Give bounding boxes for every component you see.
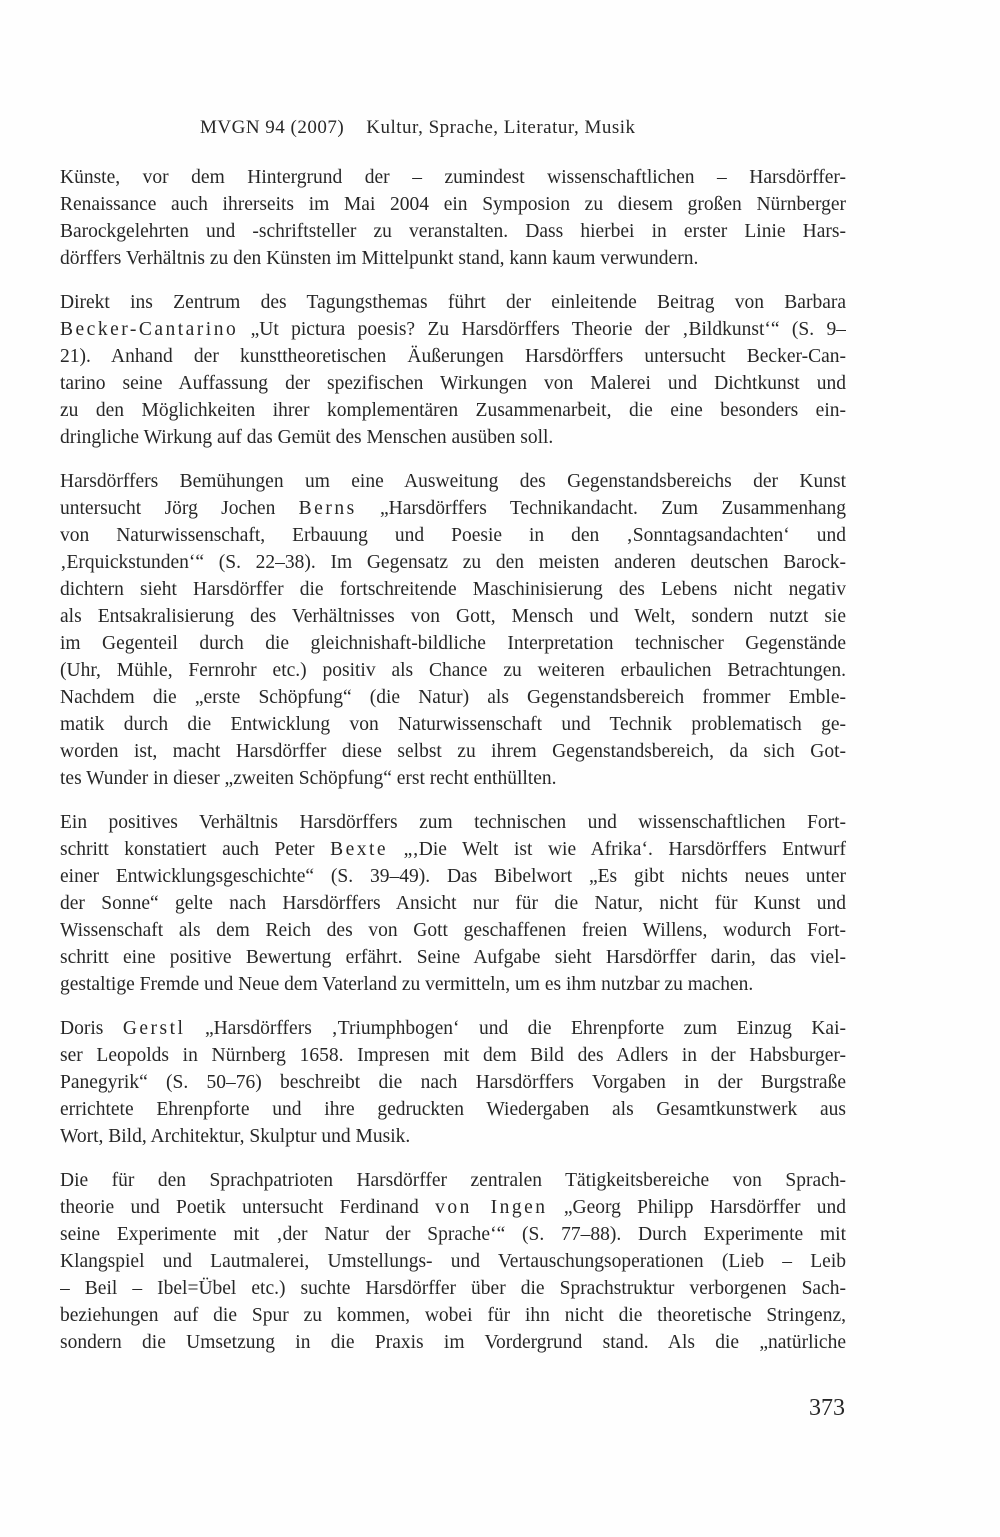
text-run: Klangspiel und Lautmalerei, Umstellungs- und Vertauschungsoperationen (Lieb – Leib <box>60 1251 846 1272</box>
text-line <box>60 424 846 451</box>
text-run: theorie und Poetik untersucht Ferdinand <box>60 1197 436 1218</box>
text-run: „Harsdörffers ‚Triumphbogen‘ und die Ehrenpforte zum Einzug Kai- <box>185 1018 846 1039</box>
text-run: untersucht Jörg Jochen <box>60 498 299 519</box>
text-run: dichtern sieht Harsdörffer die fortschreitende Maschinisierung des Lebens nicht negativ <box>60 579 846 600</box>
text-line <box>60 1329 846 1356</box>
text-run: Renaissance auch ihrerseits im Mai 2004 ein Symposion zu diesem großen Nürnberger <box>60 194 846 215</box>
text-line <box>60 576 846 603</box>
text-line <box>60 316 846 343</box>
text-run: ‚Erquickstunden‘“ (S. 22–38). Im Gegensatz zu den meisten anderen deutschen Barock- <box>60 552 846 573</box>
text-line <box>60 738 846 765</box>
text-run: matik durch die Entwicklung von Naturwissenschaft und Technik problematisch ge- <box>60 714 846 735</box>
text-run: worden ist, macht Harsdörffer diese selbst zu ihrem Gegenstandsbereich, da sich Got- <box>60 741 846 762</box>
text-run: Wissenschaft als dem Reich des von Gott geschaffenen freien Willens, wodurch Fort- <box>60 920 846 941</box>
text-line <box>60 1167 846 1194</box>
text-line <box>60 1042 846 1069</box>
paragraph <box>60 1015 846 1150</box>
text-line <box>60 1069 846 1096</box>
text-run: Barockgelehrten und -schriftsteller zu veranstalten. Dass hierbei in erster Linie Hars- <box>60 221 846 242</box>
text-line <box>60 917 846 944</box>
text-run: tes Wunder in dieser „zweiten Schöpfung“ erst recht enthüllten. <box>60 768 557 789</box>
text-line <box>60 1248 846 1275</box>
text-line <box>60 657 846 684</box>
text-run: Direkt ins Zentrum des Tagungsthemas führt der einleitende Beitrag von Barbara <box>60 292 846 313</box>
text-run: errichtete Ehrenpforte und ihre gedruckten Wiedergaben als Gesamtkunstwerk aus <box>60 1099 846 1120</box>
text-run: „Ut pictura poesis? Zu Harsdörffers Theorie der ‚Bildkunst‘“ (S. 9– <box>238 319 846 340</box>
text-run: „Harsdörffers Technikandacht. Zum Zusammenhang <box>356 498 846 519</box>
text-run: gestaltige Fremde und Neue dem Vaterland zu vermitteln, um es ihm nutzbar zu machen. <box>60 974 754 995</box>
text-line <box>60 289 846 316</box>
text-run: 21). Anhand der kunsttheoretischen Äußerungen Harsdörffers untersucht Becker-Can- <box>60 346 846 367</box>
text-line <box>60 711 846 738</box>
author-name: Becker-Cantarino <box>60 319 239 340</box>
text-line <box>60 1123 846 1150</box>
text-line <box>60 809 846 836</box>
text-line <box>60 164 846 191</box>
text-line <box>60 1015 846 1042</box>
text-line <box>60 370 846 397</box>
paragraph <box>60 809 846 998</box>
paragraph <box>60 1167 846 1356</box>
text-line <box>60 863 846 890</box>
text-run: im Gegenteil durch die gleichnishaft-bildliche Interpretation technischer Gegenstände <box>60 633 846 654</box>
text-run: tarino seine Auffassung der spezifischen Wirkungen von Malerei und Dichtkunst und <box>60 373 846 394</box>
text-run: schritt eine positive Bewertung erfährt. Seine Aufgabe sieht Harsdörffer darin, das viel- <box>60 947 846 968</box>
text-run: Panegyrik“ (S. 50–76) beschreibt die nach Harsdörffers Vorgaben in der Burgstraße <box>60 1072 846 1093</box>
author-name: Bexte <box>330 839 389 860</box>
page-number: 373 <box>809 1395 845 1421</box>
text-line <box>60 191 846 218</box>
text-run: Die für den Sprachpatrioten Harsdörffer zentralen Tätigkeitsbereiche von Sprach- <box>60 1170 846 1191</box>
text-run: Doris <box>60 1018 123 1039</box>
text-line <box>60 1221 846 1248</box>
text-line <box>60 549 846 576</box>
text-run: schritt konstatiert auch Peter <box>60 839 331 860</box>
text-line <box>60 1302 846 1329</box>
text-line <box>60 944 846 971</box>
text-run: Nachdem die „erste Schöpfung“ (die Natur) als Gegenstandsbereich frommer Emble- <box>60 687 846 708</box>
journal-reference: MVGN 94 (2007) <box>200 117 345 138</box>
text-run: beziehungen auf die Spur zu kommen, wobei für ihn nicht die theoretische Stringenz, <box>60 1305 846 1326</box>
text-run: zu den Möglichkeiten ihrer komplementären Zusammenarbeit, die eine besonders ein- <box>60 400 846 421</box>
text-run: (Uhr, Mühle, Fernrohr etc.) positiv als Chance zu weiteren erbaulichen Betrachtungen. <box>60 660 846 681</box>
text-line <box>60 890 846 917</box>
text-run: – Beil – Ibel=Übel etc.) suchte Harsdörffer über die Sprachstruktur verborgenen Sach- <box>60 1278 846 1299</box>
author-name: von Ingen <box>435 1197 548 1218</box>
text-run: der Sonne“ gelte nach Harsdörffers Ansicht nur für die Natur, nicht für Kunst und <box>60 893 846 914</box>
text-run: dörffers Verhältnis zu den Künsten im Mittelpunkt stand, kann kaum verwundern. <box>60 248 699 269</box>
text-run: einer Entwicklungsgeschichte“ (S. 39–49). Das Bibelwort „Es gibt nichts neues unter <box>60 866 846 887</box>
text-run: dringliche Wirkung auf das Gemüt des Menschen ausüben soll. <box>60 427 554 448</box>
text-run: Harsdörffers Bemühungen um eine Ausweitung des Gegenstandsbereichs der Kunst <box>60 471 846 492</box>
text-line <box>60 218 846 245</box>
text-line <box>60 971 846 998</box>
text-run: als Entsakralisierung des Verhältnisses von Gott, Mensch und Welt, sondern nutzt sie <box>60 606 846 627</box>
author-name: Berns <box>298 498 357 519</box>
text-line <box>60 1275 846 1302</box>
text-line <box>60 343 846 370</box>
text-line <box>60 603 846 630</box>
text-run: „Georg Philipp Harsdörffer und <box>547 1197 846 1218</box>
author-name: Gerstl <box>122 1018 186 1039</box>
text-line <box>60 684 846 711</box>
text-run: Wort, Bild, Architektur, Skulptur und Musik. <box>60 1126 411 1147</box>
text-line <box>60 522 846 549</box>
text-line <box>60 495 846 522</box>
section-title: Kultur, Sprache, Literatur, Musik <box>366 117 636 138</box>
text-line <box>60 765 846 792</box>
text-line <box>60 1096 846 1123</box>
text-run: „‚Die Welt ist wie Afrika‘. Harsdörffers Entwurf <box>388 839 846 860</box>
text-line <box>60 468 846 495</box>
text-run: Ein positives Verhältnis Harsdörffers zum technischen und wissenschaftlichen Fort- <box>60 812 846 833</box>
text-run: seine Experimente mit ‚der Natur der Sprache‘“ (S. 77–88). Durch Experimente mit <box>60 1224 846 1245</box>
text-run: sondern die Umsetzung in die Praxis im Vordergrund stand. Als die „natürliche <box>60 1332 846 1353</box>
text-line <box>60 630 846 657</box>
text-line <box>60 397 846 424</box>
text-line <box>60 245 846 272</box>
text-line <box>60 836 846 863</box>
body-text <box>60 164 846 1373</box>
paragraph <box>60 468 846 792</box>
text-run: ser Leopolds in Nürnberg 1658. Impresen mit dem Bild des Adlers in der Habsburger- <box>60 1045 846 1066</box>
paragraph <box>60 289 846 451</box>
paragraph <box>60 164 846 272</box>
text-run: von Naturwissenschaft, Erbauung und Poesie in den ‚Sonntagsandachten‘ und <box>60 525 846 546</box>
running-header <box>200 114 636 142</box>
text-line <box>60 1194 846 1221</box>
text-run: Künste, vor dem Hintergrund der – zumindest wissenschaftlichen – Harsdörffer- <box>60 167 846 188</box>
